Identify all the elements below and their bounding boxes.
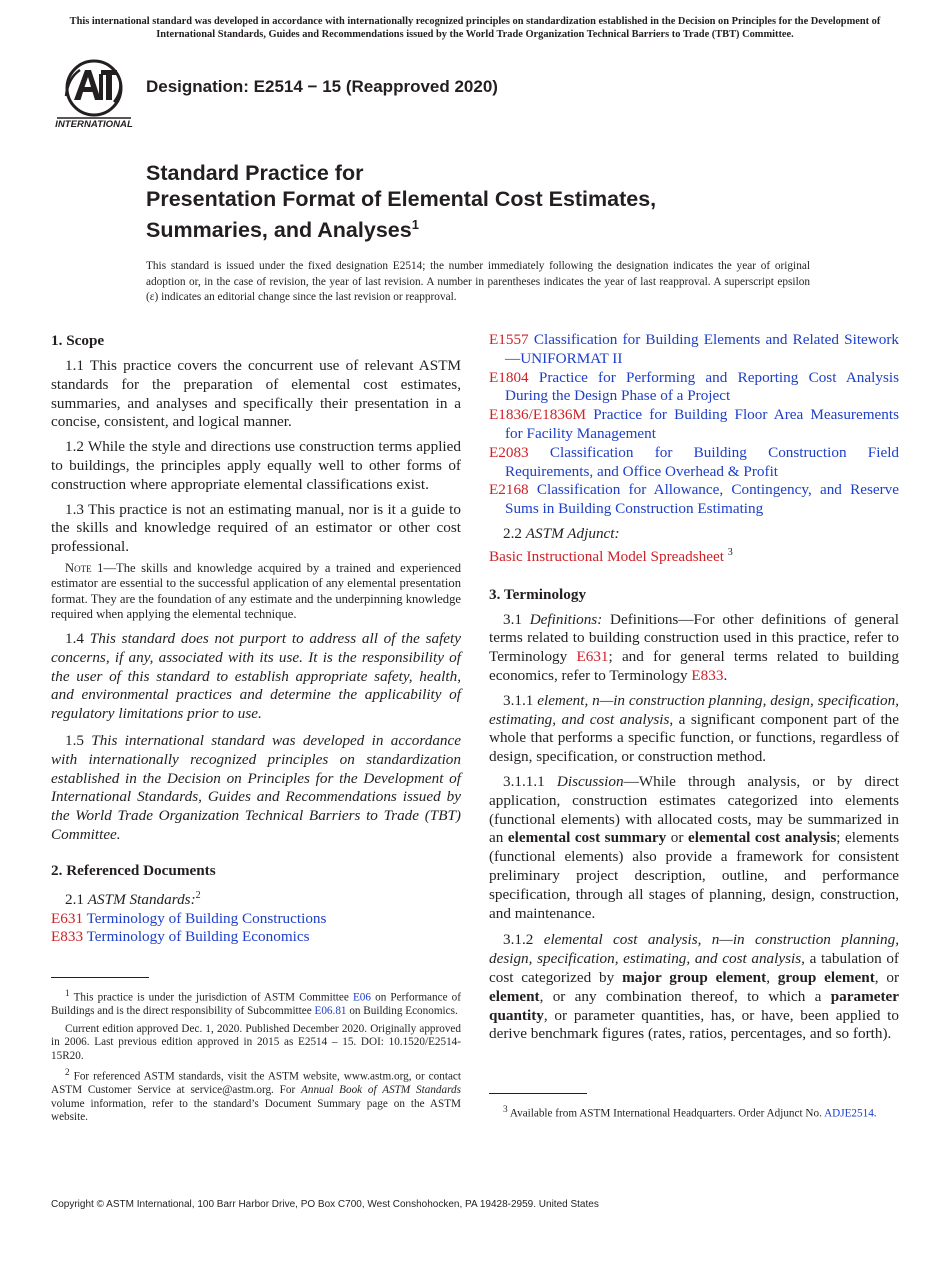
- reference-code[interactable]: E1804: [489, 368, 529, 386]
- section-3-heading: 3. Terminology: [489, 585, 587, 603]
- right-footnotes: [489, 1093, 899, 1125]
- paragraph-3-1-1-1-text-a: —While through analysis, or by direct application, construction estimates categorized into elements (functional elements) with allocated costs, may be summarized in an: [489, 773, 900, 847]
- designation: Designation: E2514 − 15 (Reapproved 2020): [146, 77, 498, 96]
- footnote-divider: [489, 1093, 587, 1094]
- standardization-notice: This international standard was developed in accordance with internationally recognized principles on standardization established in the Decision on Principles for the Development of International Standards, Guides and Recommendations issued by the World Trade Organization Technical Barriers to Trade (TBT) Committee.: [69, 16, 881, 40]
- paragraph-2-1-text: ASTM Standards:: [87, 890, 196, 908]
- footnote-divider: [51, 977, 149, 978]
- paragraph-1-4-number: 1.4: [65, 629, 90, 647]
- footnote-2: [51, 1067, 461, 1125]
- issuance-statement: This standard is issued under the fixed designation E2514; the number immediately following the designation indicates the year of original adoption or, in the case of revision, the year of last revision. A number in parentheses indicates the year of last reapproval. A superscript epsilon (ε) indicates an editorial change since the last revision or reapproval.: [146, 260, 810, 303]
- paragraph-2-1-number: 2.1: [65, 890, 88, 908]
- term-element: element, n—in construction planning, design, specification, estimating, and cost analysis: [489, 691, 900, 728]
- paragraph-3-1-number: 3.1: [503, 610, 530, 628]
- reference-code[interactable]: E1557: [489, 331, 529, 348]
- reference-title[interactable]: Terminology of Building Economics: [86, 928, 310, 946]
- paragraph-3-1-text-a: Definitions—For other definitions of general terms related to building construction used in this practice, refer to Terminology: [489, 610, 899, 666]
- document-title: [146, 160, 846, 243]
- paragraph-1-4: [51, 630, 461, 724]
- footnote-3-text-a: Available from ASTM International Headquarters. Order Adjunct No.: [507, 1107, 825, 1120]
- adjunct-reference[interactable]: [489, 544, 899, 567]
- paragraph-3-1-1-1-text-b: or: [666, 829, 688, 847]
- paragraph-3-1-2-text-c: , or parameter quantities, has, or have, been applied to derive benchmark figures (rates, ratios, percentages, and so forth).: [489, 1006, 899, 1043]
- footnote-2-number: 2: [65, 1068, 70, 1079]
- paragraph-3-1-text-b: ; and for general terms related to building economics, refer to Terminology: [489, 648, 899, 685]
- reference-title[interactable]: Terminology of Building Constructions: [86, 909, 327, 927]
- footnote-2-text-b: volume information, refer to the standard’s Document Summary page on the ASTM website.: [51, 1097, 461, 1124]
- footnote-1-text-a: This practice is under the jurisdiction of ASTM Committee: [69, 991, 353, 1004]
- reference-title[interactable]: Classification for Allowance, Contingency, and Reserve Sums in Building Construction Estimating: [505, 481, 899, 518]
- logo-text: INTERNATIONAL: [55, 119, 133, 130]
- reference-title[interactable]: Classification for Building Elements and Related Sitework—UNIFORMAT II: [505, 331, 900, 367]
- paragraph-3-1-1-text: , a significant component part of the whole that performs a specific function, or functions, regardless of design, specification, or construction method.: [489, 710, 899, 766]
- title-line-2: Presentation Format of Elemental Cost Estimates,: [146, 187, 657, 211]
- reference-title[interactable]: Classification for Building Construction Field Requirements, and Office Overhead & Profit: [505, 443, 900, 480]
- footnote-1-text-b: on Performance of Buildings and is the direct responsibility of Subcommittee: [51, 991, 461, 1018]
- footnote-2-book-title: Annual Book of ASTM Standards: [301, 1084, 461, 1097]
- adjunct-title[interactable]: Basic Instructional Model Spreadsheet: [489, 547, 724, 565]
- footnote-1-edition: Current edition approved Dec. 1, 2020. Published December 2020. Originally approved in 2006. Last previous edition approved in 2015 as E2514 – 15. DOI: 10.1520/E2514-15R20.: [51, 1022, 461, 1062]
- paragraph-3-1-1-number: 3.1.1: [503, 691, 538, 709]
- footnote-1-number: 1: [65, 989, 70, 999]
- reference-e2083[interactable]: [489, 444, 899, 482]
- reference-title[interactable]: Practice for Building Floor Area Measurements for Facility Management: [505, 406, 899, 442]
- paragraph-3-1-1-1-text-c: ; elements (functional elements) also provide a framework for consistent preliminary project description, outline, and performance specification, through all stages of planning, design, construction, and maintenance.: [489, 829, 899, 922]
- term-elemental-cost-analysis-def: elemental cost analysis, n—in construction planning, design, specification, estimating, and cost analysis: [489, 931, 899, 968]
- term-major-group-element: major group element: [622, 968, 767, 986]
- term-parameter-quantity: parameter quantity: [489, 987, 899, 1024]
- footnote-1-text-c: on Building Economics.: [346, 1005, 458, 1018]
- subcommittee-link[interactable]: E06.81: [314, 1005, 347, 1018]
- footnote-2-marker[interactable]: 2: [195, 889, 201, 901]
- footnote-1: [51, 988, 461, 1019]
- paragraph-3-1-1-1-number: 3.1.1.1: [503, 773, 557, 790]
- section-1-heading: 1. Scope: [51, 332, 105, 349]
- paragraph-1-5-number: 1.5: [65, 731, 92, 749]
- reference-code[interactable]: E2168: [489, 481, 529, 499]
- paragraph-3-1-2-text-a: , a tabulation of cost categorized by: [489, 950, 899, 986]
- reference-e1557[interactable]: [489, 331, 899, 369]
- title-footnote-marker[interactable]: 1: [411, 217, 419, 232]
- title-line-1: Standard Practice for: [146, 161, 364, 185]
- paragraph-1-2: 1.2 While the style and directions use construction terms applied to buildings, the principles apply equally well to other forms of construction where appropriate elemental classifications exist.: [51, 438, 461, 493]
- separator: ,: [766, 968, 778, 986]
- right-column: [489, 331, 899, 1050]
- reference-e833[interactable]: [51, 928, 461, 947]
- note-1: [51, 561, 461, 623]
- footnote-3: [489, 1104, 899, 1121]
- note-1-text: —The skills and knowledge acquired by a trained and experienced estimator are essential to the successful application of any elemental presentation format. They are the foundation of any estimate and the underpinning knowledge required when applying the elemental technique.: [51, 560, 461, 622]
- discussion-label: Discussion: [556, 773, 624, 790]
- reference-title[interactable]: Practice for Performing and Reporting Cost Analysis During the Design Phase of a Project: [505, 368, 899, 405]
- term-elemental-cost-analysis: elemental cost analysis: [687, 829, 837, 847]
- footnote-3-marker[interactable]: 3: [727, 546, 733, 558]
- paragraph-3-1: [489, 611, 899, 686]
- paragraph-3-1-1: [489, 692, 899, 767]
- left-footnotes: [51, 977, 461, 1129]
- paragraph-3-1-text-c: .: [723, 667, 728, 685]
- paragraph-3-1-2-number: 3.1.2: [503, 931, 544, 949]
- paragraph-2-2-text: ASTM Adjunct:: [525, 524, 620, 542]
- title-line-3-text: Summaries, and Analyses: [146, 218, 412, 243]
- paragraph-2-2: [489, 525, 899, 544]
- paragraph-2-1: [51, 887, 461, 910]
- reference-e2168[interactable]: [489, 481, 899, 519]
- separator: , or any combination thereof, to which a: [539, 987, 831, 1005]
- paragraph-1-5: [51, 732, 461, 845]
- e833-link[interactable]: E833: [691, 667, 724, 685]
- footnote-3-text-b: .: [873, 1107, 877, 1120]
- astm-logo: [54, 56, 134, 132]
- term-elemental-cost-summary: elemental cost summary: [507, 829, 667, 847]
- committee-link[interactable]: E06: [352, 991, 371, 1004]
- paragraph-1-5-text: This international standard was developed in accordance with internationally recognized principles on standardization established in the Decision on Principles for the Development of International Standards, Guides and Recommendations issued by the World Trade Organization Technical Barriers to Trade (TBT) Committee.: [51, 731, 462, 843]
- reference-code[interactable]: E1836/E1836M: [489, 406, 587, 424]
- paragraph-3-1-1-1: [489, 773, 899, 923]
- section-2-heading: 2. Referenced Documents: [51, 861, 216, 879]
- reference-e631[interactable]: [51, 910, 461, 929]
- reference-code[interactable]: E2083: [489, 443, 529, 461]
- adjunct-link[interactable]: ADJE2514: [824, 1107, 874, 1120]
- copyright-footer: Copyright © ASTM International, 100 Barr Harbor Drive, PO Box C700, West Conshohocken, PA 19428-2959. United States: [51, 1199, 599, 1210]
- paragraph-1-3: 1.3 This practice is not an estimating manual, nor is it a guide to the skills and knowledge required of an estimator or other cost professional.: [51, 500, 461, 556]
- astm-logo-icon: [54, 56, 134, 132]
- term-element-bold: element: [489, 987, 540, 1005]
- reference-e1836[interactable]: [489, 406, 899, 444]
- title-line-3: [146, 212, 846, 243]
- note-1-label: Note 1: [65, 560, 104, 575]
- separator: , or: [874, 968, 900, 986]
- paragraph-2-2-number: 2.2: [503, 524, 526, 542]
- footnote-2-text-a: For referenced ASTM standards, visit the ASTM website, www.astm.org, or contact ASTM Customer Service at service@astm.org. For: [51, 1070, 461, 1097]
- reference-code[interactable]: E631: [51, 909, 84, 927]
- paragraph-3-1-label: Definitions:: [529, 610, 603, 628]
- paragraph-1-1: 1.1 This practice covers the concurrent use of relevant ASTM standards for the preparation of elemental cost estimates, summaries, and analyses and specifically their presentation in a concise, consistent, and logical manner.: [51, 357, 461, 431]
- paragraph-3-1-2: [489, 931, 899, 1044]
- reference-e1804[interactable]: [489, 369, 899, 407]
- reference-code[interactable]: E833: [51, 928, 84, 946]
- paragraph-1-4-text: This standard does not purport to address all of the safety concerns, if any, associated with its use. It is the responsibility of the user of this standard to establish appropriate safety, health, and environmental practices and determine the applicability of regulatory limitations prior to use.: [51, 629, 461, 723]
- term-group-element: group element: [777, 968, 875, 986]
- e631-link[interactable]: E631: [576, 648, 609, 666]
- footnote-3-number: 3: [503, 1105, 508, 1115]
- left-column: [51, 331, 461, 947]
